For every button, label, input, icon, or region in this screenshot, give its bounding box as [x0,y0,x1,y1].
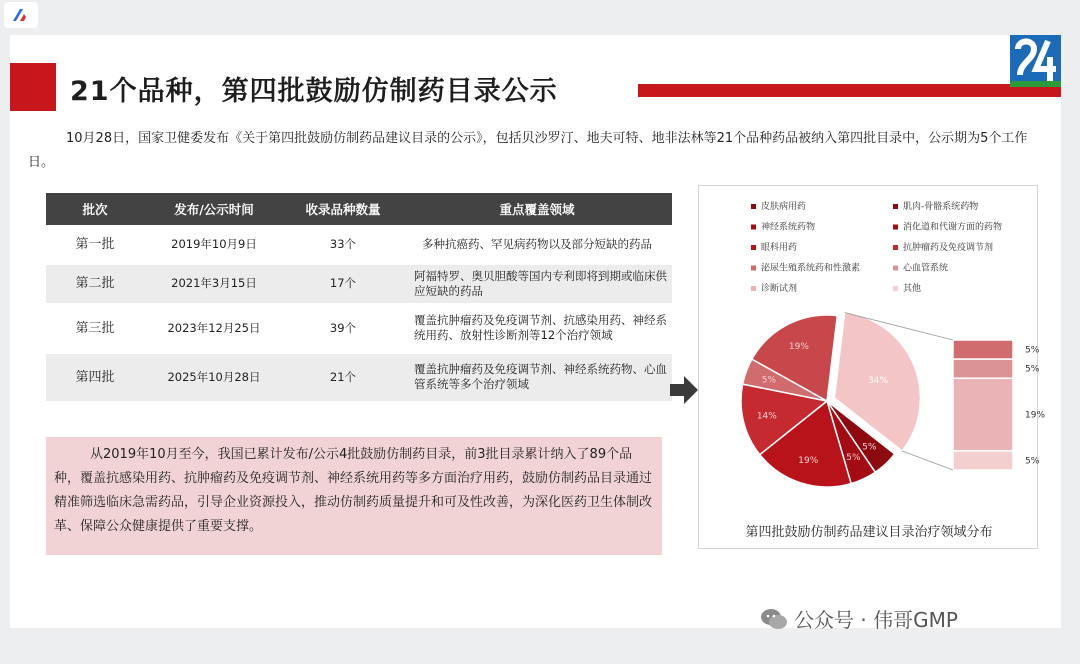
pie-data-label: 14% [756,411,777,422]
date-cell: 2019年10月9日 [144,225,284,264]
bar-data-label: 5% [1025,364,1040,375]
legend-swatch [893,204,898,209]
legend-label: 心血管系统 [903,263,949,274]
batch-cell: 第二批 [46,264,144,303]
pie-data-label: 5% [846,453,861,464]
page-title: 21个品种，第四批鼓励仿制药目录公示 [70,76,558,107]
area-cell: 覆盖抗肿瘤药及免疫调节剂、神经系统药物、心血管系统等多个治疗领域 [402,353,672,401]
pie-chart [699,186,1046,516]
date-cell: 2023年12月25日 [144,303,284,353]
arrow-right-icon [670,376,698,404]
legend-label: 消化道和代谢方面的药物 [903,222,1003,233]
legend-label: 神经系统药物 [761,222,816,233]
chart-caption: 第四批鼓励仿制药品建议目录治疗领域分布 [745,525,993,540]
legend-label: 泌尿生殖系统药和性激素 [761,263,861,274]
legend-swatch [751,204,756,209]
legend-label: 其他 [903,284,922,294]
corner-logo-icon [1010,35,1061,87]
intro-paragraph: 10月28日，国家卫健委发布《关于第四批鼓励仿制药品建议目录的公示》，包括贝沙罗汀、地夫可特、地非法林等21个品种药品被纳入第四批目录中，公示期为5个工作日。 [28,131,1028,170]
pie-data-label: 5% [862,442,877,453]
pie-data-label: 19% [788,341,809,352]
count-cell: 33个 [284,225,402,264]
bar-segment [953,451,1013,470]
table-row [46,353,672,401]
legend-label: 诊断试剂 [761,284,798,294]
table-header-row [46,193,672,225]
table-row [46,225,672,264]
bar-segment [953,340,1013,359]
bar-segment [953,359,1013,378]
bar-data-label: 5% [1025,456,1040,467]
table-header: 批次 [46,193,144,225]
legend-swatch [751,225,756,230]
batch-table [46,193,672,402]
legend-swatch [751,266,756,271]
batch-cell: 第四批 [46,353,144,401]
table-header: 重点覆盖领域 [402,193,672,225]
table-header: 收录品种数量 [284,193,402,225]
slide [10,35,1061,628]
footer-text: 公众号 · 伟哥GMP [794,608,958,632]
table-row [46,303,672,353]
legend-swatch [893,266,898,271]
pie-data-label: 5% [761,375,777,386]
pie-data-label: 34% [868,375,889,386]
date-cell: 2025年10月28日 [144,353,284,401]
bar-data-label: 19% [1025,410,1046,421]
legend-swatch [893,225,898,230]
legend-swatch [893,245,898,250]
bar-segment [953,378,1013,451]
title-accent-bar [638,84,1061,97]
connector-line [902,451,953,470]
summary-box: 从2019年10月至今，我国已累计发布/公示4批鼓励仿制药目录，前3批目录累计纳入了89个品种，覆盖抗感染用药、抗肿瘤药及免疫调节剂、神经系统用药等多方面治疗用药，鼓励仿制药品目录通过精准筛选临床急需药品，引导企业资源投入，推动仿制药质量提升和可及性改善，为深化医药卫生体制改革、保障公众健康提供了重要支撑。 [46,437,662,555]
area-cell: 覆盖抗肿瘤药及免疫调节剂、抗感染用药、神经系统用药、放射性诊断剂等12个治疗领域 [402,303,672,353]
date-cell: 2021年3月15日 [144,264,284,303]
table-header: 发布/公示时间 [144,193,284,225]
table-row [46,264,672,303]
count-cell: 17个 [284,264,402,303]
legend-swatch [893,286,898,291]
batch-cell: 第三批 [46,303,144,353]
batch-cell: 第一批 [46,225,144,264]
legend-label: 抗肿瘤药及免疫调节剂 [903,243,994,253]
count-cell: 39个 [284,303,402,353]
legend-label: 肌肉-骨骼系统药物 [903,202,979,212]
area-cell: 多种抗癌药、罕见病药物以及部分短缺的药品 [402,225,672,264]
legend-label: 皮肤病用药 [761,202,807,212]
wechat-icon [760,607,788,631]
legend-label: 眼科用药 [761,243,798,253]
footer-watermark [760,604,958,633]
area-cell: 阿福特罗、奥贝胆酸等国内专利即将到期或临床供应短缺的药品 [402,264,672,303]
title-accent-block [10,63,56,111]
app-icon[interactable] [4,2,38,28]
legend-swatch [751,286,756,291]
bar-data-label: 5% [1025,345,1040,356]
logo-icon [10,6,32,24]
legend-swatch [751,245,756,250]
chart-card [698,185,1046,549]
count-cell: 21个 [284,353,402,401]
pie-data-label: 19% [798,456,819,467]
